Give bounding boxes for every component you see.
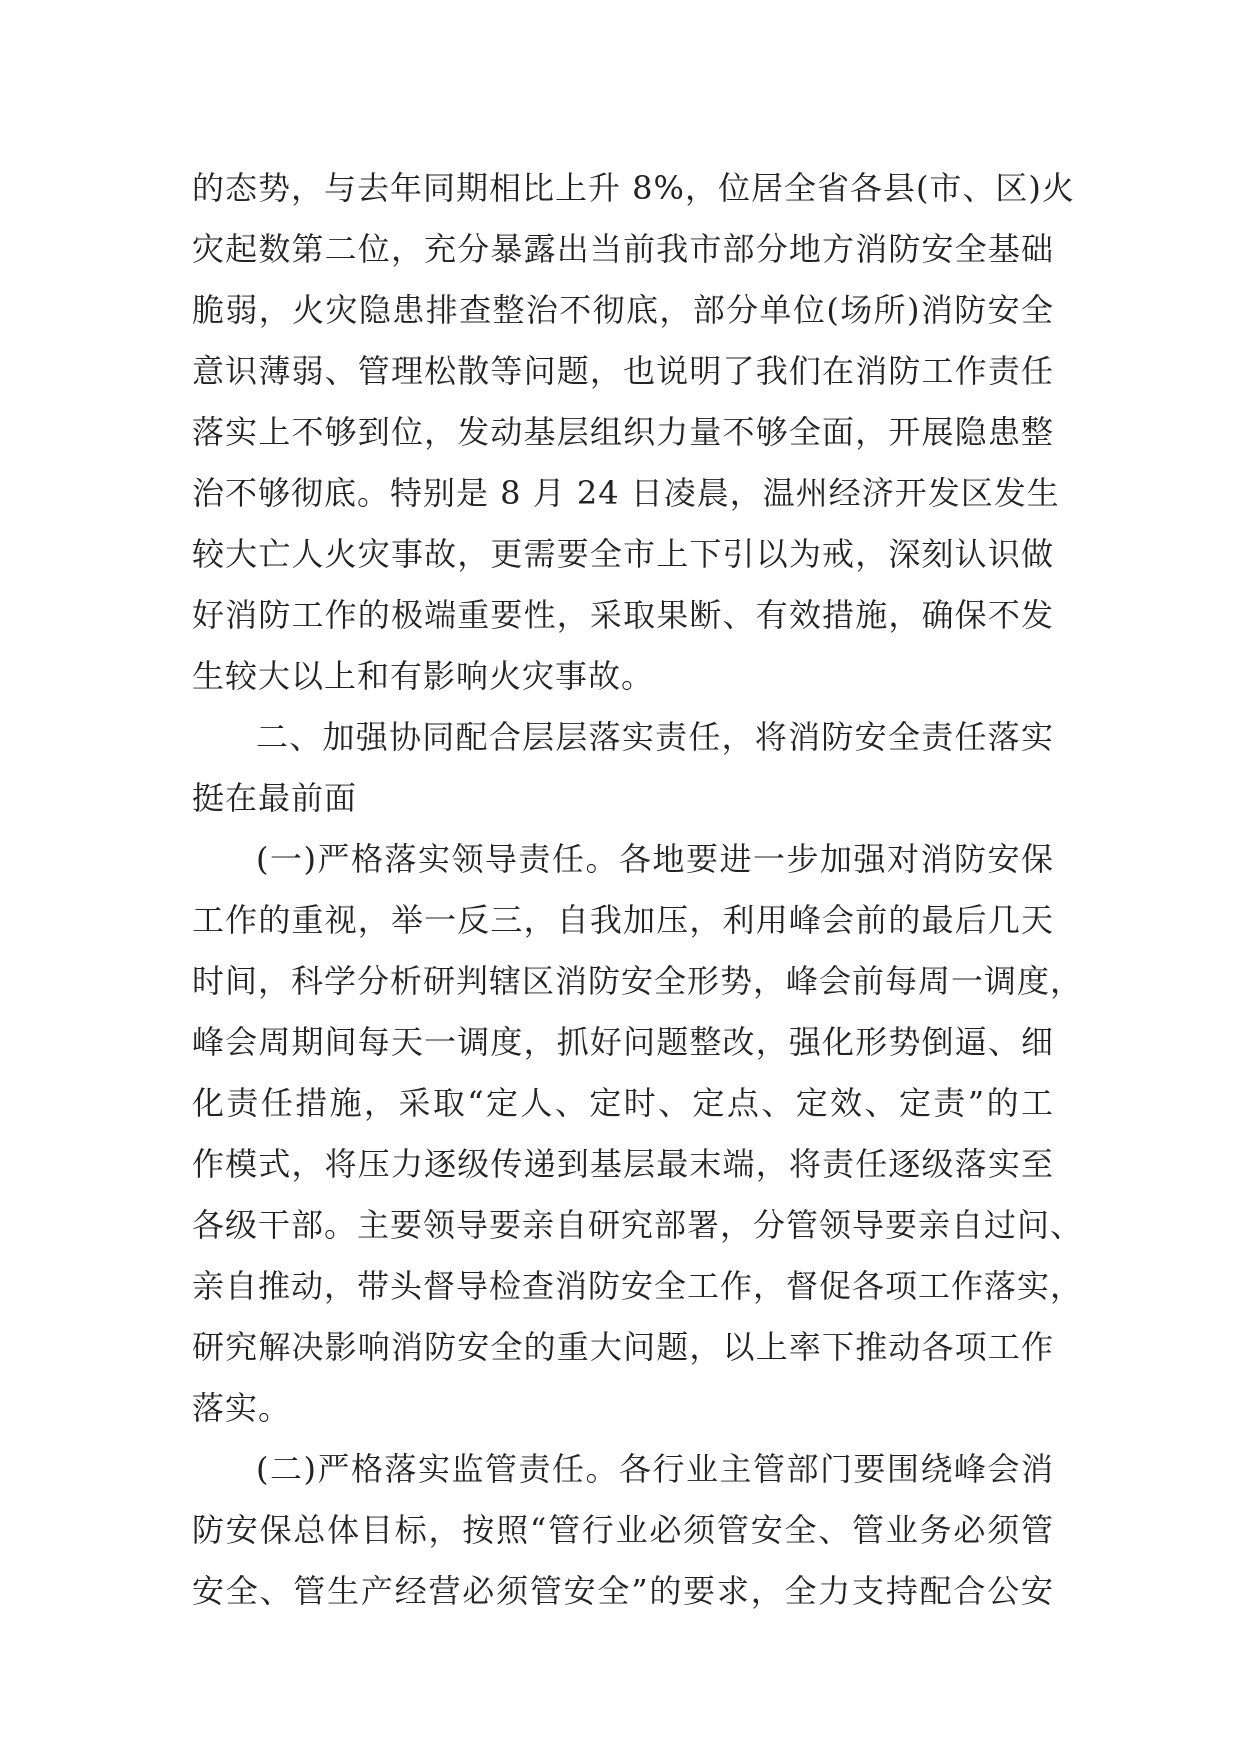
text-line: (二)严格落实监管责任。各行业主管部门要围绕峰会消 bbox=[256, 1450, 1054, 1488]
text-line: 挺在最前面 bbox=[192, 779, 358, 817]
text-line: 灾起数第二位，充分暴露出当前我市部分地方消防安全基础 bbox=[192, 230, 1054, 268]
text-line: 好消防工作的极端重要性，采取果断、有效措施，确保不发 bbox=[192, 596, 1054, 634]
text-line: 较大亡人火灾事故，更需要全市上下引以为戒，深刻认识做 bbox=[192, 535, 1054, 573]
text-line: 亲自推动，带头督导检查消防安全工作，督促各项工作落实， bbox=[192, 1267, 1084, 1305]
text-line: 各级干部。主要领导要亲自研究部署，分管领导要亲自过问、 bbox=[192, 1206, 1084, 1244]
text-line: 安全、管生产经营必须管安全”的要求，全力支持配合公安 bbox=[192, 1572, 1054, 1610]
text-line: 意识薄弱、管理松散等问题，也说明了我们在消防工作责任 bbox=[192, 352, 1054, 390]
text-line: 脆弱，火灾隐患排查整治不彻底，部分单位(场所)消防安全 bbox=[192, 291, 1054, 329]
text-line: 治不够彻底。特别是 8 月 24 日凌晨，温州经济开发区发生 bbox=[192, 474, 1060, 512]
text-line: 峰会周期间每天一调度，抓好问题整改，强化形势倒逼、细 bbox=[192, 1023, 1054, 1061]
text-line: 作模式，将压力逐级传递到基层最末端，将责任逐级落实至 bbox=[192, 1145, 1054, 1183]
text-line: 工作的重视，举一反三，自我加压，利用峰会前的最后几天 bbox=[192, 901, 1054, 939]
text-line: 化责任措施，采取“定人、定时、定点、定效、定责”的工 bbox=[192, 1084, 1054, 1122]
text-line: 的态势，与去年同期相比上升 8%，位居全省各县(市、区)火 bbox=[192, 169, 1075, 207]
text-line: 落实上不够到位，发动基层组织力量不够全面，开展隐患整 bbox=[192, 413, 1054, 451]
text-line: 生较大以上和有影响火灾事故。 bbox=[192, 657, 655, 695]
document-body bbox=[192, 158, 1084, 1622]
text-line: 落实。 bbox=[192, 1389, 292, 1427]
text-line: 时间，科学分析研判辖区消防安全形势，峰会前每周一调度， bbox=[192, 962, 1084, 1000]
text-line: (一)严格落实领导责任。各地要进一步加强对消防安保 bbox=[256, 840, 1054, 878]
text-line: 研究解决影响消防安全的重大问题，以上率下推动各项工作 bbox=[192, 1328, 1054, 1366]
text-line: 二、加强协同配合层层落实责任，将消防安全责任落实 bbox=[256, 718, 1054, 756]
text-line: 防安保总体目标，按照“管行业必须管安全、管业务必须管 bbox=[192, 1511, 1054, 1549]
